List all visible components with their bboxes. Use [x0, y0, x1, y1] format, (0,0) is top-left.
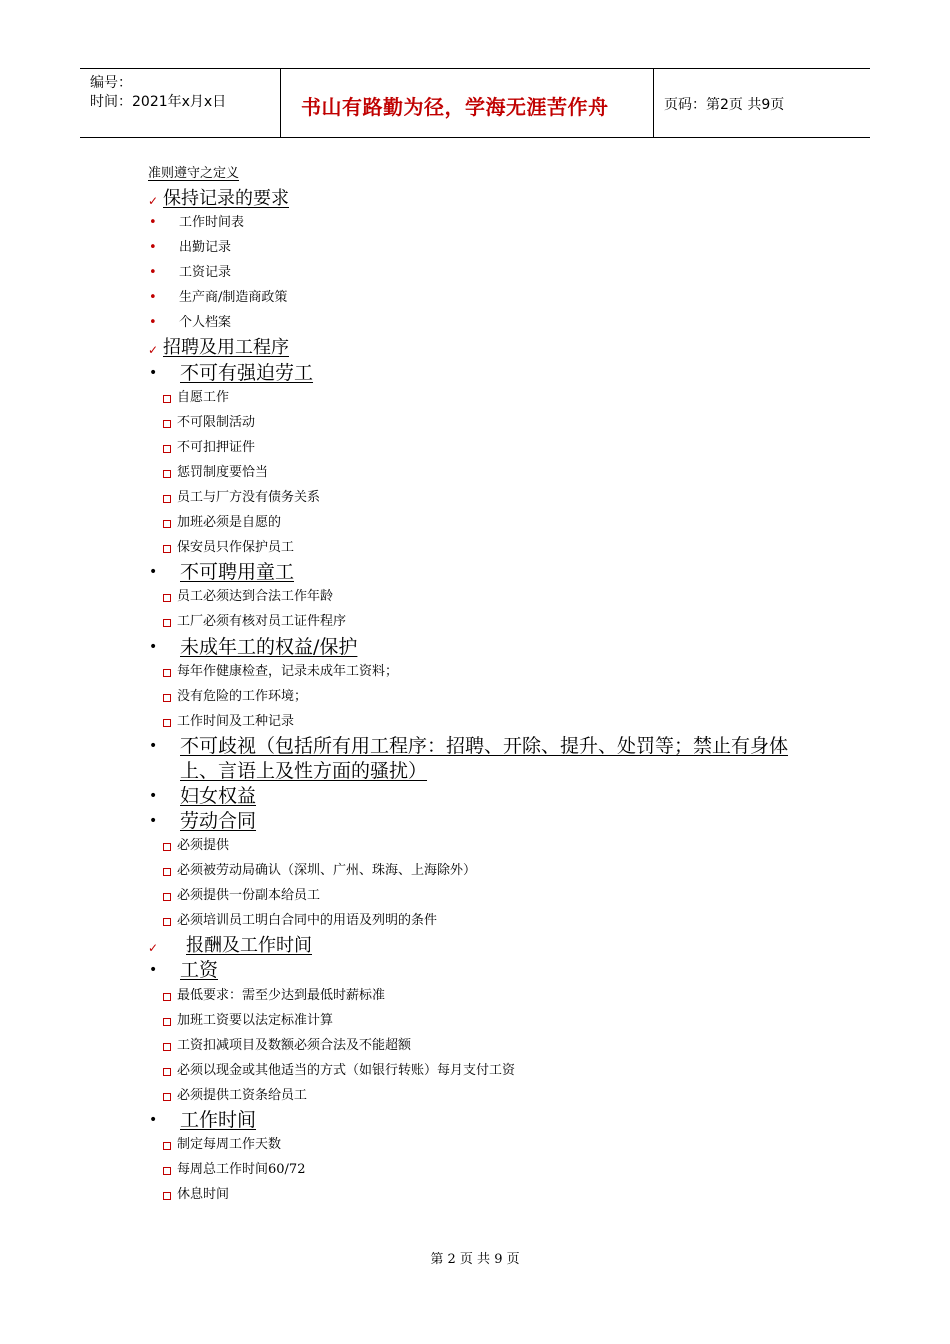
bullet-icon: • [149, 738, 158, 754]
bullet-icon: • [149, 215, 157, 230]
list-item: 员工与厂方没有债务关系 [177, 490, 321, 505]
subheading-forced-labor: 不可有强迫劳工 [180, 362, 314, 384]
square-bullet-icon [163, 918, 171, 926]
square-bullet-icon [163, 694, 171, 702]
time-label: 时间：2021年x月x日 [90, 94, 227, 110]
list-item: 必须提供工资条给员工 [177, 1088, 308, 1103]
square-bullet-icon [163, 619, 171, 627]
list-item: 没有危险的工作环境； [177, 689, 308, 704]
subheading-wages: 工资 [180, 959, 219, 981]
bullet-icon: • [149, 315, 157, 330]
subheading-hours: 工作时间 [180, 1109, 257, 1131]
square-bullet-icon [163, 1093, 171, 1101]
list-item: 工资记录 [179, 265, 232, 280]
bullet-icon: • [149, 290, 157, 305]
bullet-icon: • [149, 788, 158, 804]
section-heading-hiring: 招聘及用工程序 [163, 337, 289, 358]
list-item: 自愿工作 [177, 390, 230, 405]
list-item: 惩罚制度要恰当 [177, 465, 269, 480]
square-bullet-icon [163, 1192, 171, 1200]
subheading-women: 妇女权益 [180, 785, 257, 807]
bullet-icon: • [149, 639, 158, 655]
list-item: 必须培训员工明白合同中的用语及列明的条件 [177, 913, 438, 928]
list-item: 工资扣减项目及数额必须合法及不能超额 [177, 1038, 412, 1053]
page-footer: 第 2 页 共 9 页 [430, 1252, 520, 1267]
document-header [80, 68, 870, 138]
check-icon: ✓ [148, 343, 159, 357]
list-item: 工作时间表 [179, 215, 245, 230]
square-bullet-icon [163, 669, 171, 677]
subheading-juvenile: 未成年工的权益/保护 [180, 636, 358, 658]
square-bullet-icon [163, 868, 171, 876]
bullet-icon: • [149, 365, 158, 381]
header-page-cell [654, 69, 870, 137]
subheading-discrimination-cont: 上、言语上及性方面的骚扰） [180, 760, 428, 782]
square-bullet-icon [163, 495, 171, 503]
list-item: 个人档案 [179, 315, 232, 330]
section-heading-pay: 报酬及工作时间 [186, 935, 312, 956]
motto: 书山有路勤为径，学海无涯苦作舟 [301, 95, 609, 119]
list-item: 工作时间及工种记录 [177, 714, 295, 729]
square-bullet-icon [163, 993, 171, 1001]
bullet-icon: • [149, 240, 157, 255]
square-bullet-icon [163, 470, 171, 478]
square-bullet-icon [163, 1142, 171, 1150]
list-item: 必须以现金或其他适当的方式（如银行转账）每月支付工资 [177, 1063, 516, 1078]
list-item: 每周总工作时间60/72 [177, 1162, 306, 1177]
square-bullet-icon [163, 1167, 171, 1175]
square-bullet-icon [163, 594, 171, 602]
square-bullet-icon [163, 1043, 171, 1051]
square-bullet-icon [163, 1068, 171, 1076]
page-indicator: 页码：第2页 共9页 [664, 97, 785, 113]
list-item: 每年作健康检查，记录未成年工资料； [177, 664, 399, 679]
list-item: 最低要求：需至少达到最低时薪标准 [177, 988, 386, 1003]
bullet-icon: • [149, 1112, 158, 1128]
square-bullet-icon [163, 395, 171, 403]
square-bullet-icon [163, 1018, 171, 1026]
bullet-icon: • [149, 564, 158, 580]
list-item: 生产商/制造商政策 [179, 290, 288, 305]
square-bullet-icon [163, 843, 171, 851]
list-item: 制定每周工作天数 [177, 1137, 282, 1152]
square-bullet-icon [163, 445, 171, 453]
list-item: 工厂必须有核对员工证件程序 [177, 614, 347, 629]
list-item: 必须被劳动局确认（深圳、广州、珠海、上海除外） [177, 863, 477, 878]
list-item: 不可扣押证件 [177, 440, 256, 455]
square-bullet-icon [163, 420, 171, 428]
subheading-contract: 劳动合同 [180, 810, 257, 832]
list-item: 必须提供一份副本给员工 [177, 888, 321, 903]
subheading-child-labor: 不可聘用童工 [180, 561, 295, 583]
list-item: 员工必须达到合法工作年龄 [177, 589, 334, 604]
square-bullet-icon [163, 545, 171, 553]
square-bullet-icon [163, 520, 171, 528]
bullet-icon: • [149, 265, 157, 280]
list-item: 加班必须是自愿的 [177, 515, 282, 530]
check-icon: ✓ [148, 194, 159, 208]
list-item: 出勤记录 [179, 240, 232, 255]
list-item: 不可限制活动 [177, 415, 256, 430]
bullet-icon: • [149, 962, 158, 978]
square-bullet-icon [163, 719, 171, 727]
number-label: 编号： [90, 75, 132, 91]
header-motto-cell [281, 69, 654, 137]
bullet-icon: • [149, 813, 158, 829]
header-meta-cell [80, 69, 281, 137]
list-item: 休息时间 [177, 1187, 230, 1202]
list-item: 加班工资要以法定标准计算 [177, 1013, 334, 1028]
square-bullet-icon [163, 893, 171, 901]
list-item: 保安员只作保护员工 [177, 540, 295, 555]
list-item: 必须提供 [177, 838, 230, 853]
subheading-discrimination: 不可歧视（包括所有用工程序：招聘、开除、提升、处罚等；禁止有身体 [180, 735, 789, 757]
section-heading-records: 保持记录的要求 [163, 188, 289, 209]
check-icon: ✓ [148, 941, 159, 955]
page-title: 准则遵守之定义 [148, 166, 240, 181]
